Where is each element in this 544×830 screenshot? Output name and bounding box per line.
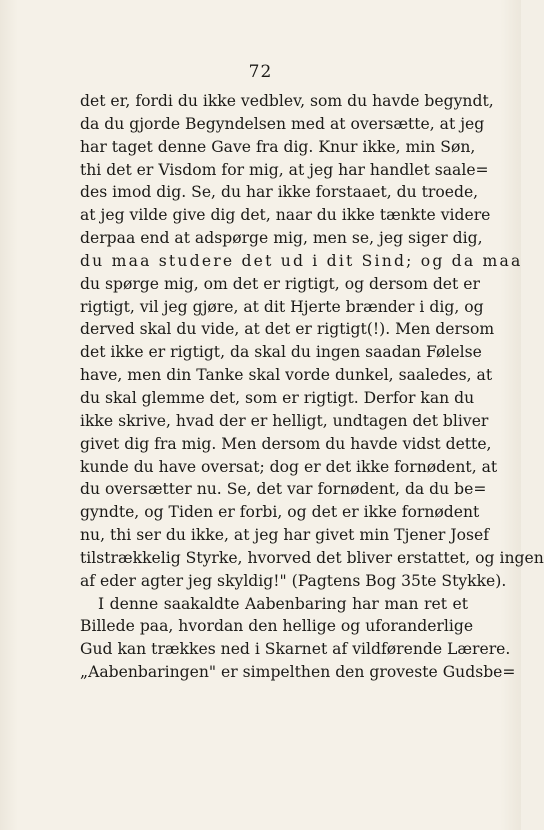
text-line: rigtigt, vil jeg gjøre, at dit Hjerte brænder i dig, og (80, 297, 484, 316)
text-line: kunde du have oversat; dog er det ikke fornødent, at (80, 457, 498, 476)
text-line: ikke skrive, hvad der er helligt, undtagen det bliver (80, 411, 489, 430)
text-line: har taget denne Gave fra dig. Knur ikke, min Søn, (80, 137, 476, 156)
text-line: det ikke er rigtigt, da skal du ingen saadan Følelse (80, 343, 482, 362)
text-line: tilstrækkelig Styrke, hvorved det bliver erstattet, og ingen (80, 548, 544, 567)
text-line: Billede paa, hvordan den hellige og uforanderlige (80, 617, 474, 636)
text-line: du maa studere det ud i dit Sind; og da maa (80, 251, 523, 270)
text-line: have, men din Tanke skal vorde dunkel, saaledes, at (80, 366, 493, 385)
text-line: Gud kan trækkes ned i Skarnet af vildførende Lærere. (80, 640, 511, 659)
text-line: du oversætter nu. Se, det var fornødent, da du be= (80, 480, 487, 499)
text-line: af eder agter jeg skyldig!" (Pagtens Bog 35te Stykke). (80, 571, 507, 590)
body-text (80, 90, 544, 684)
text-line: „Aabenbaringen" er simpelthen den groveste Gudsbe= (80, 663, 516, 682)
text-line: thi det er Visdom for mig, at jeg har handlet saale= (80, 160, 489, 179)
text-line: nu, thi ser du ikke, at jeg har givet min Tjener Josef (80, 526, 489, 545)
text-line: des imod dig. Se, du har ikke forstaaet, du troede, (80, 183, 479, 202)
text-line: derved skal du vide, at det er rigtigt(!). Men dersom (80, 320, 495, 339)
text-line: du skal glemme det, som er rigtigt. Derfor kan du (80, 388, 475, 407)
text-line: givet dig fra mig. Men dersom du havde vidst dette, (80, 434, 492, 453)
text-line: det er, fordi du ikke vedblev, som du havde begyndt, (80, 92, 494, 110)
text-line: du spørge mig, om det er rigtigt, og dersom det er (80, 274, 480, 293)
text-line: gyndte, og Tiden er forbi, og det er ikke fornødent (80, 503, 480, 522)
page-number: 72 (248, 62, 273, 82)
text-line: derpaa end at adspørge mig, men se, jeg siger dig, (80, 229, 483, 248)
text-line: da du gjorde Begyndelsen med at oversætte, at jeg (80, 114, 485, 133)
text-line: I denne saakaldte Aabenbaring har man ret et (98, 594, 468, 613)
text-line: at jeg vilde give dig det, naar du ikke tænkte videre (80, 206, 491, 225)
